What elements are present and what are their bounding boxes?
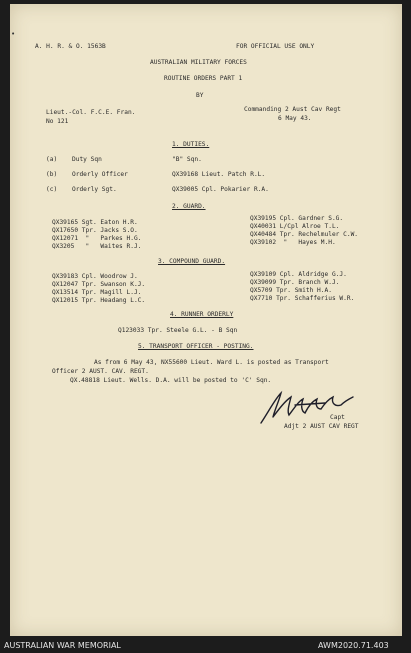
signature-rank: Capt — [330, 414, 345, 421]
compound-right-1: QX39109 Cpl. Aldridge G.J. — [250, 271, 347, 278]
duty-key-b: (b) — [46, 171, 58, 178]
duty-value-a: "B" Sqn. — [172, 156, 202, 163]
guard-right-3: QX40484 Tpr. Rechelmuler C.W. — [250, 231, 359, 238]
duty-role-a: Duty Sqn — [72, 156, 102, 163]
duty-role-c: Orderly Sgt. — [72, 186, 117, 193]
guard-left-3: QX12071 " Parkes H.G. — [52, 235, 142, 242]
order-number: No 121 — [46, 118, 69, 125]
official-use-label: FOR OFFICIAL USE ONLY — [236, 43, 315, 50]
duty-value-b: QX39168 Lieut. Patch R.L. — [172, 171, 266, 178]
page-mark: • — [11, 30, 16, 38]
compound-left-3: QX13514 Tpr. Magill L.J. — [52, 289, 142, 296]
signature-unit: Adjt 2 AUST CAV REGT — [284, 423, 359, 430]
command-title: Commanding 2 Aust Cav Regt — [244, 106, 341, 113]
duty-role-b: Orderly Officer — [72, 171, 128, 178]
transport-line-3: QX.48818 Lieut. Wells. D.A. will be posted to 'C' Sqn. — [70, 377, 272, 384]
compound-right-4: QX7710 Tpr. Schafferius W.R. — [250, 295, 355, 302]
guard-left-2: QX17650 Tpr. Jacks S.O. — [52, 227, 138, 234]
transport-line-2: Officer 2 AUST. CAV. REGT. — [52, 368, 149, 375]
guard-heading: 2. GUARD. — [172, 203, 206, 210]
guard-left-1: QX39165 Sgt. Eaton H.R. — [52, 219, 138, 226]
compound-right-3: QX5709 Tpr. Smith H.A. — [250, 287, 332, 294]
compound-left-2: QX12047 Tpr. Swanson K.J. — [52, 281, 146, 288]
runner-line: Q123033 Tpr. Steele G.L. - B Sqn — [118, 327, 238, 334]
handwritten-signature — [255, 387, 365, 427]
duty-value-c: QX39005 Cpl. Pokarier R.A. — [172, 186, 269, 193]
archive-footer — [0, 638, 411, 653]
archive-id: AWM2020.71.403 — [318, 641, 389, 650]
document-page — [10, 4, 402, 636]
by-label: BY — [196, 92, 204, 99]
forces-title: AUSTRALIAN MILITARY FORCES — [150, 59, 247, 66]
transport-line-1: As from 6 May 43, NX55600 Lieut. Ward L. is posted as Transport — [94, 359, 329, 366]
duty-key-a: (a) — [46, 156, 58, 163]
duty-key-c: (c) — [46, 186, 58, 193]
transport-heading: 5. TRANSPORT OFFICER - POSTING. — [138, 343, 254, 350]
archive-source: AUSTRALIAN WAR MEMORIAL — [4, 641, 121, 650]
runner-heading: 4. RUNNER ORDERLY — [170, 311, 234, 318]
orders-title: ROUTINE ORDERS PART 1 — [164, 75, 243, 82]
order-date: 6 May 43. — [278, 115, 312, 122]
form-reference: A. H. R. & O. 1563B — [35, 43, 106, 50]
compound-right-2: QX39099 Tpr. Branch W.J. — [250, 279, 340, 286]
compound-left-4: QX12015 Tpr. Headang L.C. — [52, 297, 146, 304]
compound-heading: 3. COMPOUND GUARD. — [158, 258, 226, 265]
compound-left-1: QX39183 Cpl. Woodrow J. — [52, 273, 138, 280]
guard-right-2: QX40031 L/Cpl Alroe T.L. — [250, 223, 340, 230]
guard-right-1: QX39195 Cpl. Gardner S.G. — [250, 215, 344, 222]
duties-heading: 1. DUTIES. — [172, 141, 210, 148]
issuing-officer: Lieut.-Col. F.C.E. Fran. — [46, 109, 136, 116]
guard-right-4: QX39102 " Hayes M.H. — [250, 239, 336, 246]
guard-left-4: QX3205 " Waites R.J. — [52, 243, 142, 250]
